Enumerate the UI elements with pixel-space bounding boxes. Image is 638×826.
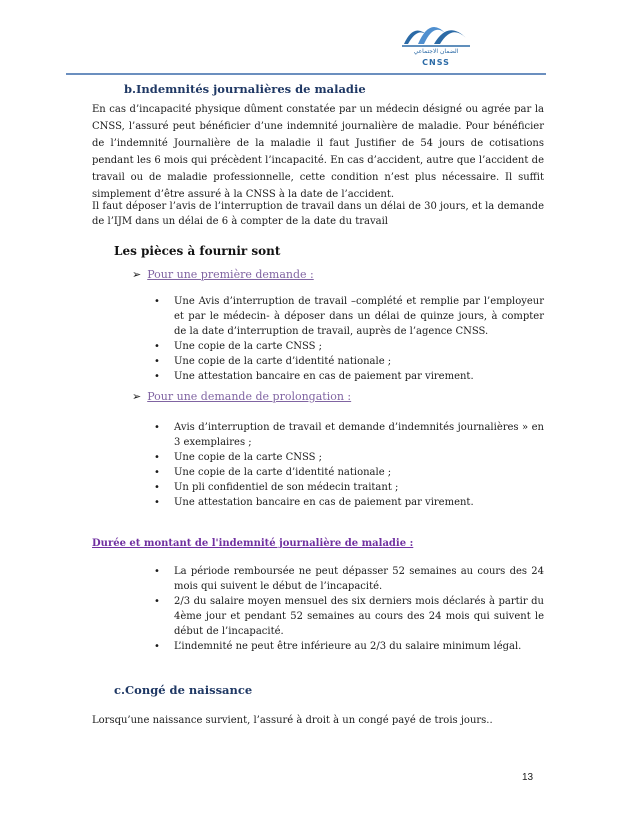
logo-cnss-text: CNSS: [422, 58, 450, 67]
extension-request-label: Pour une demande de prolongation :: [147, 390, 352, 403]
arrow-bullet-icon: ➢: [132, 390, 142, 403]
section-c-paragraph: Lorsqu’une naissance survient, l’assuré à droit à un congé payé de trois jours..: [92, 715, 493, 726]
list-item: • Une Avis d’interruption de travail –complété et remplie par l’employeur et par le médecin- à déposer dans un délai de quinze jours, à compter de la date d’interruption de travail, auprès de l’agence CNSS.: [150, 294, 544, 339]
duree-list: [150, 564, 544, 654]
page-number: 13: [522, 772, 534, 783]
list-item: • Une copie de la carte d’identité nationale ;: [150, 465, 544, 480]
list-item: • Une copie de la carte CNSS ;: [150, 339, 544, 354]
arrow-bullet-icon: ➢: [132, 268, 142, 281]
first-request-heading: [132, 268, 314, 281]
section-c-title: c.Congé de naissance: [114, 683, 253, 697]
list-item: • 2/3 du salaire moyen mensuel des six derniers mois déclarés à partir du 4ème jour et pendant 52 semaines au cours des 24 mois qui suivent le début de l’incapacité.: [150, 594, 544, 639]
extension-request-heading: [132, 390, 351, 403]
duree-title: Durée et montant de l'indemnité journalière de maladie :: [92, 538, 414, 549]
list-item: • Un pli confidentiel de son médecin traitant ;: [150, 480, 544, 495]
pieces-title: Les pièces à fournir sont: [114, 244, 281, 258]
first-request-list: [150, 294, 544, 384]
list-item: • Avis d’interruption de travail et demande d’indemnités journalières » en 3 exemplaires ;: [150, 420, 544, 450]
list-item: • Une attestation bancaire en cas de paiement par virement.: [150, 495, 544, 510]
section-b-paragraph-2: Il faut déposer l’avis de l’interruption de travail dans un délai de 30 jours, et la demande de l’IJM dans un délai de 6 à compter de la date du travail: [92, 201, 544, 227]
header-rule: [66, 73, 546, 75]
list-item: • La période remboursée ne peut dépasser 52 semaines au cours des 24 mois qui suivent le début de l’incapacité.: [150, 564, 544, 594]
first-request-label: Pour une première demande :: [147, 268, 314, 281]
logo-arabic-text: الضمان الاجتماعي: [413, 48, 459, 55]
list-item: • Une copie de la carte d’identité nationale ;: [150, 354, 544, 369]
cnss-logo: [394, 14, 478, 72]
list-item: • L’indemnité ne peut être inférieure au 2/3 du salaire minimum légal.: [150, 639, 544, 654]
extension-request-list: [150, 420, 544, 510]
section-b-title: b.Indemnités journalières de maladie: [124, 82, 366, 96]
cnss-wave-emblem-icon: [394, 14, 478, 50]
section-b-paragraph-1: En cas d’incapacité physique dûment constatée par un médecin désigné ou agrée par la CNSS, l’assuré peut bénéficier d’une indemnité journalière de maladie. Pour bénéficier de l’indemnité Journalière de la maladie il faut Justifier de 54 jours de cotisations pendant les 6 mois qui précèdent l’incapacité. En cas d’accident, autre que l’accident de travail ou de maladie professionnelle, cette condition n’est plus nécessaire. Il suffit simplement d’être assuré à la CNSS à la date de l’accident.: [92, 104, 544, 200]
list-item: • Une copie de la carte CNSS ;: [150, 450, 544, 465]
list-item: • Une attestation bancaire en cas de paiement par virement.: [150, 369, 544, 384]
